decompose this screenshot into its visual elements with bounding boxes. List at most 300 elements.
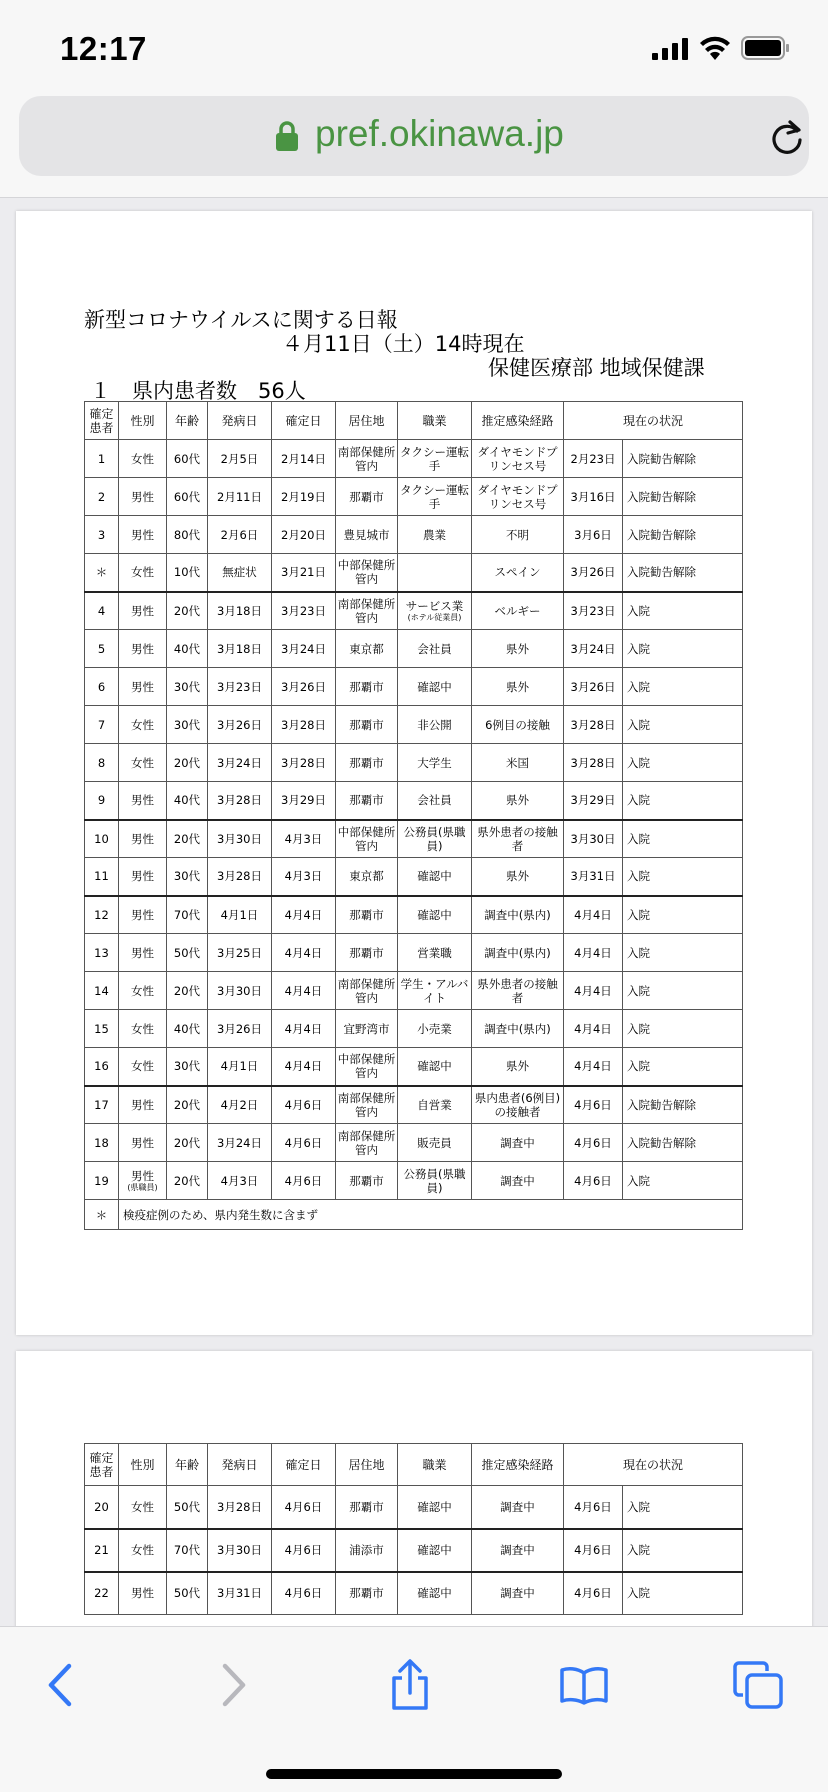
table-row: [85, 934, 743, 972]
table-cell: スペイン: [472, 554, 564, 592]
tabs-button[interactable]: [730, 1657, 786, 1713]
table-cell: 女性: [119, 1486, 167, 1529]
tabs-icon: [733, 1661, 783, 1709]
pdf-page-1: [16, 211, 812, 1335]
table-cell: ダイヤモンドプリンセス号: [472, 440, 564, 478]
table-cell: 20代: [167, 972, 208, 1010]
address-bar-area: [0, 80, 828, 198]
address-bar[interactable]: [19, 96, 809, 176]
col-header: 年齢: [167, 402, 208, 440]
table-cell: 男性: [119, 820, 167, 858]
table-row: [85, 478, 743, 516]
table-row: [85, 1162, 743, 1200]
table-cell: 4月4日: [564, 1048, 623, 1086]
table-row: [85, 668, 743, 706]
table-cell: 男性: [119, 782, 167, 820]
table-cell: 南部保健所管内: [336, 592, 398, 630]
table-cell: 男性: [119, 592, 167, 630]
table-cell: 中部保健所管内: [336, 554, 398, 592]
table-cell: 2月19日: [272, 478, 336, 516]
table-cell: 4月3日: [272, 820, 336, 858]
table-row: [85, 1010, 743, 1048]
table-cell: 女性: [119, 1048, 167, 1086]
table-cell: 3月30日: [564, 820, 623, 858]
table-cell: 4月4日: [564, 896, 623, 934]
table-cell: 中部保健所管内: [336, 820, 398, 858]
table-header-row: [85, 1444, 743, 1486]
col-header: 性別: [119, 402, 167, 440]
table-cell: 学生・アルバイト: [398, 972, 472, 1010]
table-cell: 調査中: [472, 1572, 564, 1615]
table-cell: 3月28日: [208, 858, 272, 896]
table-cell: 女性: [119, 554, 167, 592]
cellular-signal-icon: [652, 38, 690, 60]
pdf-viewer[interactable]: [0, 198, 828, 1626]
table-cell: 7: [85, 706, 119, 744]
table-cell: 4月4日: [564, 934, 623, 972]
table-row: [85, 630, 743, 668]
table-cell: 4月4日: [272, 972, 336, 1010]
table-cell: 4月6日: [272, 1529, 336, 1572]
table-cell: 宜野湾市: [336, 1010, 398, 1048]
table-cell: 県外: [472, 858, 564, 896]
col-header: 居住地: [336, 1444, 398, 1486]
table-note-row: [85, 1200, 743, 1230]
table-cell: 13: [85, 934, 119, 972]
table-header-row: [85, 402, 743, 440]
share-icon: [389, 1659, 431, 1711]
table-cell: 入院: [623, 972, 743, 1010]
table-cell: 3月24日: [208, 1124, 272, 1162]
table-cell: 4月1日: [208, 1048, 272, 1086]
table-cell: 4月6日: [272, 1086, 336, 1124]
table-cell: 4月6日: [564, 1086, 623, 1124]
table-cell: 確認中: [398, 1486, 472, 1529]
table-cell: 入院: [623, 592, 743, 630]
table-cell: 14: [85, 972, 119, 1010]
table-cell: 3月23日: [208, 668, 272, 706]
table-cell: 30代: [167, 858, 208, 896]
table-cell: 県外: [472, 668, 564, 706]
table-cell: 確認中: [398, 858, 472, 896]
table-cell: 3月6日: [564, 516, 623, 554]
table-cell: 80代: [167, 516, 208, 554]
table-cell: 大学生: [398, 744, 472, 782]
table-cell: 60代: [167, 440, 208, 478]
table-row: [85, 440, 743, 478]
table-cell: 4月4日: [272, 1010, 336, 1048]
table-cell: 入院: [623, 706, 743, 744]
col-header: 現在の状況: [564, 402, 743, 440]
table-cell: 農業: [398, 516, 472, 554]
table-cell: 3月24日: [272, 630, 336, 668]
table-body: [85, 440, 743, 1200]
table-cell: 入院: [623, 668, 743, 706]
cell-subnote: (県職員): [127, 1182, 158, 1192]
table-cell: 女性: [119, 1010, 167, 1048]
table-cell: 4月4日: [272, 1048, 336, 1086]
table-cell: 公務員(県職員): [398, 820, 472, 858]
col-header: 確定患者: [85, 1444, 119, 1486]
table-cell: 40代: [167, 630, 208, 668]
table-cell: 那覇市: [336, 744, 398, 782]
table-cell: 調査中(県内): [472, 896, 564, 934]
table-row: [85, 896, 743, 934]
table-cell: 3月28日: [208, 782, 272, 820]
table-cell: 3月24日: [564, 630, 623, 668]
table-cell: 入院勧告解除: [623, 1124, 743, 1162]
table-cell: 70代: [167, 1529, 208, 1572]
table-row: [85, 554, 743, 592]
table-cell: 4月6日: [564, 1572, 623, 1615]
table-cell: タクシー運転手: [398, 440, 472, 478]
table-cell: 4月6日: [272, 1572, 336, 1615]
table-cell: 県外: [472, 782, 564, 820]
table-cell: 4: [85, 592, 119, 630]
table-cell: 那覇市: [336, 896, 398, 934]
table-cell: 南部保健所管内: [336, 440, 398, 478]
table-cell: 18: [85, 1124, 119, 1162]
table-cell: 4月6日: [564, 1529, 623, 1572]
col-header: 確定患者: [85, 402, 119, 440]
table-cell: 入院勧告解除: [623, 516, 743, 554]
table-cell: 非公開: [398, 706, 472, 744]
table-cell: 調査中(県内): [472, 934, 564, 972]
table-cell: 2月11日: [208, 478, 272, 516]
table-cell: 15: [85, 1010, 119, 1048]
table-cell: 確認中: [398, 1529, 472, 1572]
table-cell: 3月28日: [564, 706, 623, 744]
forward-button[interactable]: [206, 1657, 262, 1713]
table-cell: 会社員: [398, 630, 472, 668]
table-cell: 南部保健所管内: [336, 972, 398, 1010]
table-cell: 南部保健所管内: [336, 1086, 398, 1124]
table-cell: 16: [85, 1048, 119, 1086]
table-cell: 女性: [119, 706, 167, 744]
table-cell: 那覇市: [336, 934, 398, 972]
table-row: [85, 858, 743, 896]
table-cell: 3月28日: [208, 1486, 272, 1529]
table-row: [85, 592, 743, 630]
table-cell: 那覇市: [336, 478, 398, 516]
table-cell: 30代: [167, 1048, 208, 1086]
table-cell: 男性: [119, 630, 167, 668]
table-cell: 20代: [167, 744, 208, 782]
share-button[interactable]: [382, 1657, 438, 1713]
table-cell: 入院勧告解除: [623, 440, 743, 478]
cell-subnote: (ホテル従業員): [407, 612, 462, 622]
table-cell: 4月6日: [564, 1162, 623, 1200]
table-cell: 4月6日: [272, 1162, 336, 1200]
lock-icon: [275, 120, 299, 152]
table-cell: 60代: [167, 478, 208, 516]
table-cell: 販売員: [398, 1124, 472, 1162]
table-cell: 2月6日: [208, 516, 272, 554]
table-cell: 女性: [119, 972, 167, 1010]
table-cell: 30代: [167, 706, 208, 744]
table-cell: 男性 (県職員): [119, 1162, 167, 1200]
table-row: [85, 1572, 743, 1615]
table-cell: 豊見城市: [336, 516, 398, 554]
table-cell: 22: [85, 1572, 119, 1615]
table-cell: 1: [85, 440, 119, 478]
patient-table-continued: [84, 1443, 743, 1615]
col-header: 確定日: [272, 1444, 336, 1486]
table-cell: 4月1日: [208, 896, 272, 934]
table-cell: 3月26日: [272, 668, 336, 706]
table-row: [85, 1048, 743, 1086]
table-cell: 2月14日: [272, 440, 336, 478]
table-cell: 東京都: [336, 630, 398, 668]
table-cell: 入院: [623, 1010, 743, 1048]
table-cell: 3月23日: [564, 592, 623, 630]
note-mark: ＊: [85, 1200, 119, 1230]
table-cell: サービス業 (ホテル従業員): [398, 592, 472, 630]
table-cell: 自営業: [398, 1086, 472, 1124]
table-cell: 4月3日: [272, 858, 336, 896]
table-cell: 男性: [119, 1124, 167, 1162]
table-cell: 50代: [167, 1572, 208, 1615]
table-cell: 3月29日: [272, 782, 336, 820]
col-header: 居住地: [336, 402, 398, 440]
table-cell: 4月2日: [208, 1086, 272, 1124]
col-header: 性別: [119, 1444, 167, 1486]
table-cell: 女性: [119, 744, 167, 782]
table-cell: 6例目の接触: [472, 706, 564, 744]
table-cell: 入院: [623, 744, 743, 782]
table-cell: 無症状: [208, 554, 272, 592]
col-header: 職業: [398, 1444, 472, 1486]
table-cell: 県外患者の接触者: [472, 820, 564, 858]
table-cell: 4月6日: [564, 1124, 623, 1162]
status-time: 12:17: [60, 30, 147, 67]
table-cell: 3月29日: [564, 782, 623, 820]
table-cell: 男性: [119, 478, 167, 516]
table-cell: ダイヤモンドプリンセス号: [472, 478, 564, 516]
table-cell: 那覇市: [336, 668, 398, 706]
table-cell: 30代: [167, 668, 208, 706]
table-cell: 男性: [119, 668, 167, 706]
table-row: [85, 744, 743, 782]
table-row: [85, 972, 743, 1010]
table-cell: 米国: [472, 744, 564, 782]
table-row: [85, 782, 743, 820]
browser-toolbar: [0, 1626, 828, 1792]
table-cell: 4月6日: [564, 1486, 623, 1529]
table-cell: 19: [85, 1162, 119, 1200]
col-header: 推定感染経路: [472, 402, 564, 440]
table-cell: 9: [85, 782, 119, 820]
table-cell: 50代: [167, 1486, 208, 1529]
table-cell: 公務員(県職員): [398, 1162, 472, 1200]
table-row: [85, 1529, 743, 1572]
back-button[interactable]: [32, 1657, 88, 1713]
table-cell: 3月30日: [208, 972, 272, 1010]
table-cell: 5: [85, 630, 119, 668]
table-cell: 入院: [623, 1486, 743, 1529]
table-cell: 12: [85, 896, 119, 934]
pdf-page-2: [16, 1351, 812, 1626]
table-cell: 3月26日: [208, 706, 272, 744]
table-cell: 入院: [623, 1529, 743, 1572]
table-cell: 調査中(県内): [472, 1010, 564, 1048]
table-cell: 2月20日: [272, 516, 336, 554]
table-cell: 入院: [623, 782, 743, 820]
table-cell: 2月23日: [564, 440, 623, 478]
col-header: 年齢: [167, 1444, 208, 1486]
table-cell: 21: [85, 1529, 119, 1572]
table-cell: 入院: [623, 1162, 743, 1200]
table-row: [85, 516, 743, 554]
reload-icon[interactable]: [769, 118, 805, 156]
table-cell: 入院: [623, 1048, 743, 1086]
table-cell: 20代: [167, 592, 208, 630]
table-cell: 50代: [167, 934, 208, 972]
table-cell: ベルギー: [472, 592, 564, 630]
table-cell: 70代: [167, 896, 208, 934]
bookmarks-button[interactable]: [556, 1657, 612, 1713]
table-cell: 東京都: [336, 858, 398, 896]
patient-count: １ 県内患者数 56人: [90, 379, 306, 403]
table-cell: 男性: [119, 858, 167, 896]
book-icon: [559, 1665, 609, 1705]
table-cell: 入院: [623, 1572, 743, 1615]
table-cell: 3月28日: [564, 744, 623, 782]
table-cell: [398, 554, 472, 592]
table-cell: 3月26日: [208, 1010, 272, 1048]
table-cell: 男性: [119, 934, 167, 972]
table-cell: 2月5日: [208, 440, 272, 478]
table-cell: 那覇市: [336, 706, 398, 744]
table-cell: 3月26日: [564, 554, 623, 592]
patient-table: [84, 401, 743, 1230]
table-cell: 男性: [119, 516, 167, 554]
table-cell: 那覇市: [336, 1162, 398, 1200]
col-header: 現在の状況: [564, 1444, 743, 1486]
table-cell: 4月4日: [272, 934, 336, 972]
table-cell: 3月30日: [208, 820, 272, 858]
table-cell: 3月30日: [208, 1529, 272, 1572]
table-cell: 入院: [623, 630, 743, 668]
col-header: 発病日: [208, 402, 272, 440]
table-cell: 確認中: [398, 1572, 472, 1615]
table-cell: 小売業: [398, 1010, 472, 1048]
table-cell: 営業職: [398, 934, 472, 972]
table-cell: 20: [85, 1486, 119, 1529]
table-cell: 20代: [167, 1086, 208, 1124]
table-cell: 3月16日: [564, 478, 623, 516]
table-cell: 入院: [623, 820, 743, 858]
table-row: [85, 1086, 743, 1124]
table-row: [85, 820, 743, 858]
table-cell: 那覇市: [336, 1486, 398, 1529]
table-cell: 入院勧告解除: [623, 478, 743, 516]
table-cell: 3月18日: [208, 592, 272, 630]
table-cell: 確認中: [398, 1048, 472, 1086]
table-cell: 4月4日: [564, 1010, 623, 1048]
table-cell: 浦添市: [336, 1529, 398, 1572]
doc-department: 保健医療部 地域保健課: [488, 356, 705, 380]
chevron-right-icon: [219, 1662, 249, 1708]
table-cell: 県外患者の接触者: [472, 972, 564, 1010]
table-cell: 県内患者(6例目)の接触者: [472, 1086, 564, 1124]
table-cell: 3月28日: [272, 706, 336, 744]
table-cell: 4月4日: [564, 972, 623, 1010]
table-cell: 2: [85, 478, 119, 516]
table-cell: 3月28日: [272, 744, 336, 782]
table-cell: 不明: [472, 516, 564, 554]
home-indicator: [266, 1769, 562, 1779]
table-cell: 20代: [167, 1162, 208, 1200]
table-cell: 調査中: [472, 1124, 564, 1162]
col-header: 職業: [398, 402, 472, 440]
table-cell: 男性: [119, 1086, 167, 1124]
wifi-icon: [698, 35, 732, 61]
table-row: [85, 706, 743, 744]
url-text: pref.okinawa.jp: [315, 113, 564, 154]
table-cell: 3月31日: [208, 1572, 272, 1615]
table-cell: 10代: [167, 554, 208, 592]
table-body: [85, 1486, 743, 1615]
table-cell: 調査中: [472, 1162, 564, 1200]
doc-date: ４月11日（土）14時現在: [282, 332, 525, 356]
table-cell: 会社員: [398, 782, 472, 820]
col-header: 推定感染経路: [472, 1444, 564, 1486]
table-cell: 那覇市: [336, 782, 398, 820]
col-header: 確定日: [272, 402, 336, 440]
table-cell: 女性: [119, 440, 167, 478]
table-cell: 中部保健所管内: [336, 1048, 398, 1086]
table-cell: 3月21日: [272, 554, 336, 592]
table-cell: 6: [85, 668, 119, 706]
doc-title: 新型コロナウイルスに関する日報: [84, 308, 398, 332]
table-cell: 入院: [623, 896, 743, 934]
table-cell: 3月18日: [208, 630, 272, 668]
note-text: 検疫症例のため、県内発生数に含まず: [119, 1200, 743, 1230]
table-cell: 那覇市: [336, 1572, 398, 1615]
table-cell: 入院: [623, 934, 743, 972]
table-cell: 3月23日: [272, 592, 336, 630]
table-cell: 4月3日: [208, 1162, 272, 1200]
table-cell: 県外: [472, 630, 564, 668]
table-cell: 17: [85, 1086, 119, 1124]
battery-icon: [741, 36, 789, 60]
table-cell: 男性: [119, 1572, 167, 1615]
table-cell: ＊: [85, 554, 119, 592]
table-cell: 入院勧告解除: [623, 1086, 743, 1124]
table-cell: 40代: [167, 782, 208, 820]
table-cell: 入院: [623, 858, 743, 896]
table-cell: 4月4日: [272, 896, 336, 934]
table-cell: 8: [85, 744, 119, 782]
table-cell: 確認中: [398, 896, 472, 934]
table-cell: 10: [85, 820, 119, 858]
table-cell: 3: [85, 516, 119, 554]
table-cell: 4月6日: [272, 1124, 336, 1162]
table-cell: 県外: [472, 1048, 564, 1086]
table-cell: 3月24日: [208, 744, 272, 782]
table-cell: 3月26日: [564, 668, 623, 706]
table-cell: 3月25日: [208, 934, 272, 972]
chevron-left-icon: [45, 1662, 75, 1708]
table-cell: 確認中: [398, 668, 472, 706]
table-cell: 南部保健所管内: [336, 1124, 398, 1162]
table-cell: タクシー運転手: [398, 478, 472, 516]
table-row: [85, 1486, 743, 1529]
table-cell: 男性: [119, 896, 167, 934]
col-header: 発病日: [208, 1444, 272, 1486]
table-cell: 女性: [119, 1529, 167, 1572]
